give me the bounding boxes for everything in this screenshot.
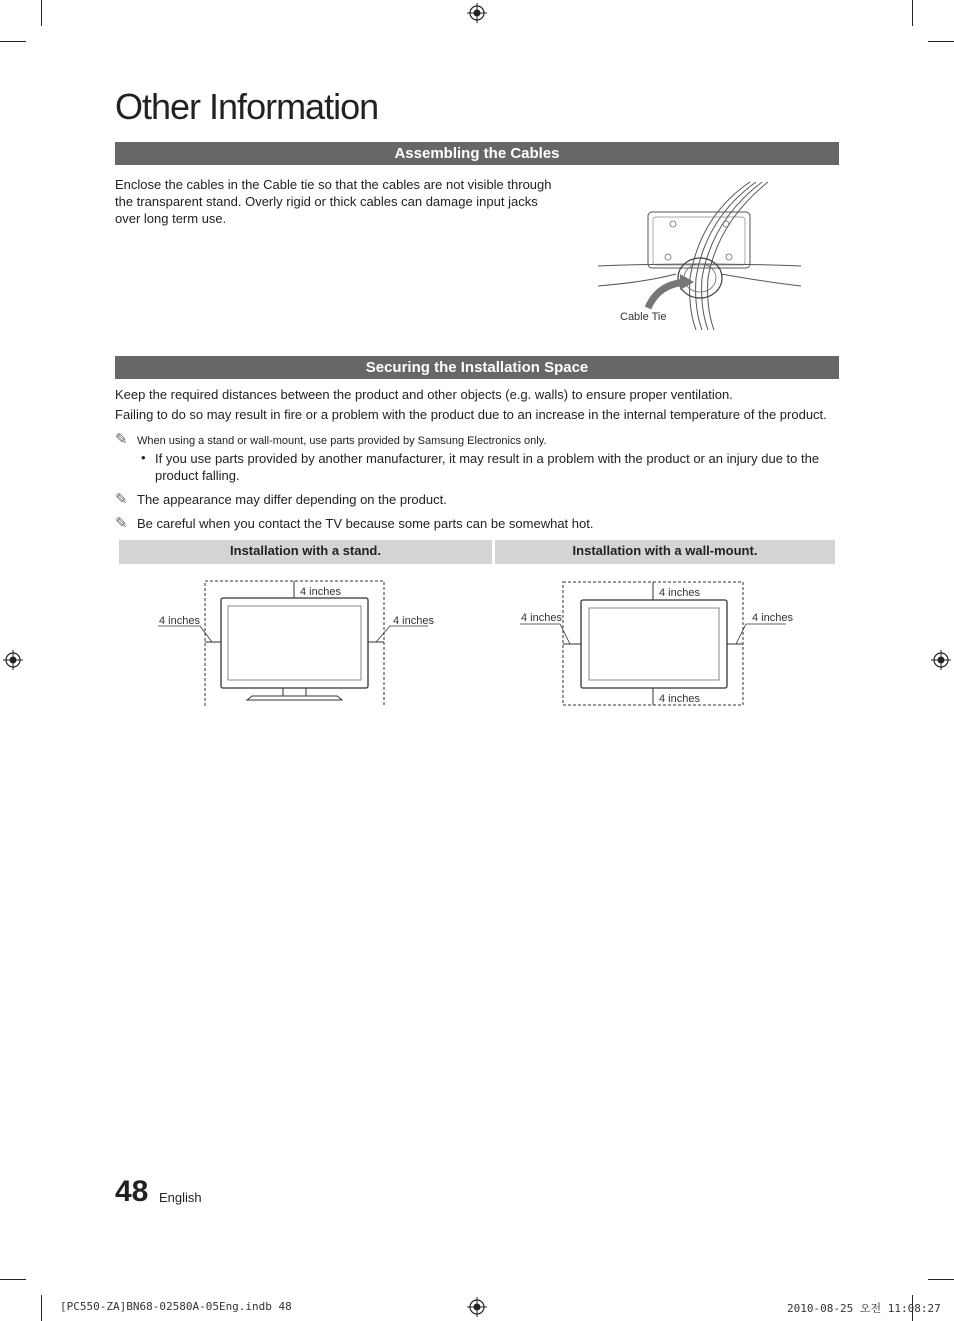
space-para-2: Failing to do so may result in fire or a problem with the product due to an increase in the internal temperature of the product.: [115, 407, 827, 422]
registration-mark-icon: [3, 650, 23, 670]
registration-mark-icon: [467, 3, 487, 23]
page-language: English: [159, 1190, 202, 1205]
note-2-text: The appearance may differ depending on the product.: [137, 492, 447, 507]
note-3: [115, 514, 839, 532]
page-title: Other Information: [115, 86, 379, 127]
section-header-space: Securing the Installation Space: [115, 356, 839, 379]
bullet-1-text: If you use parts provided by another manufacturer, it may result in a problem with the product or an injury due to the product falling.: [155, 451, 820, 483]
space-para-1: Keep the required distances between the product and other objects (e.g. walls) to ensure proper ventilation.: [115, 387, 733, 402]
note-3-text: Be careful when you contact the TV because some parts can be somewhat hot.: [137, 516, 594, 531]
page-number: 48: [115, 1175, 149, 1208]
crop-mark-bottom-left-h: [0, 1279, 26, 1280]
stand-left-label: 4 inches: [159, 615, 200, 627]
cable-tie-label: Cable Tie: [620, 311, 667, 323]
stand-top-label: 4 inches: [300, 586, 341, 598]
stand-right-label: 4 inches: [393, 615, 434, 627]
pencil-note-icon: ✎: [115, 491, 128, 508]
crop-mark-top-right-h: [928, 41, 954, 42]
crop-mark-top-right-v: [912, 0, 913, 26]
pencil-note-icon: ✎: [115, 431, 128, 448]
wall-mount-installation-diagram: [510, 574, 810, 710]
bullet-dot: •: [141, 450, 146, 465]
note-1-text: When using a stand or wall-mount, use parts provided by Samsung Electronics only.: [137, 435, 547, 447]
cables-body-text: Enclose the cables in the Cable tie so that the cables are not visible through the transparent stand. Overly rigid or thick cables can damage input jacks over long term use.: [115, 177, 552, 226]
crop-mark-bottom-left-v: [41, 1295, 42, 1321]
wall-right-label: 4 inches: [752, 612, 793, 624]
crop-mark-top-left-h: [0, 41, 26, 42]
pencil-note-icon: ✎: [115, 515, 128, 532]
note-2: [115, 490, 839, 508]
caption-stand: Installation with a stand.: [119, 540, 492, 564]
registration-mark-icon: [467, 1297, 487, 1317]
wall-bottom-label: 4 inches: [659, 693, 700, 705]
print-file-info: [PC550-ZA]BN68-02580A-05Eng.indb 48: [60, 1300, 292, 1313]
print-date-info: 2010-08-25 오전 11:08:27: [787, 1302, 941, 1315]
crop-mark-bottom-right-h: [928, 1279, 954, 1280]
stand-installation-diagram: [150, 574, 450, 706]
caption-wall-mount: Installation with a wall-mount.: [495, 540, 835, 564]
section-header-cables: Assembling the Cables: [115, 142, 839, 165]
wall-top-label: 4 inches: [659, 587, 700, 599]
registration-mark-icon: [931, 650, 951, 670]
wall-left-label: 4 inches: [521, 612, 562, 624]
crop-mark-top-left-v: [41, 0, 42, 26]
note-1: [115, 430, 839, 449]
